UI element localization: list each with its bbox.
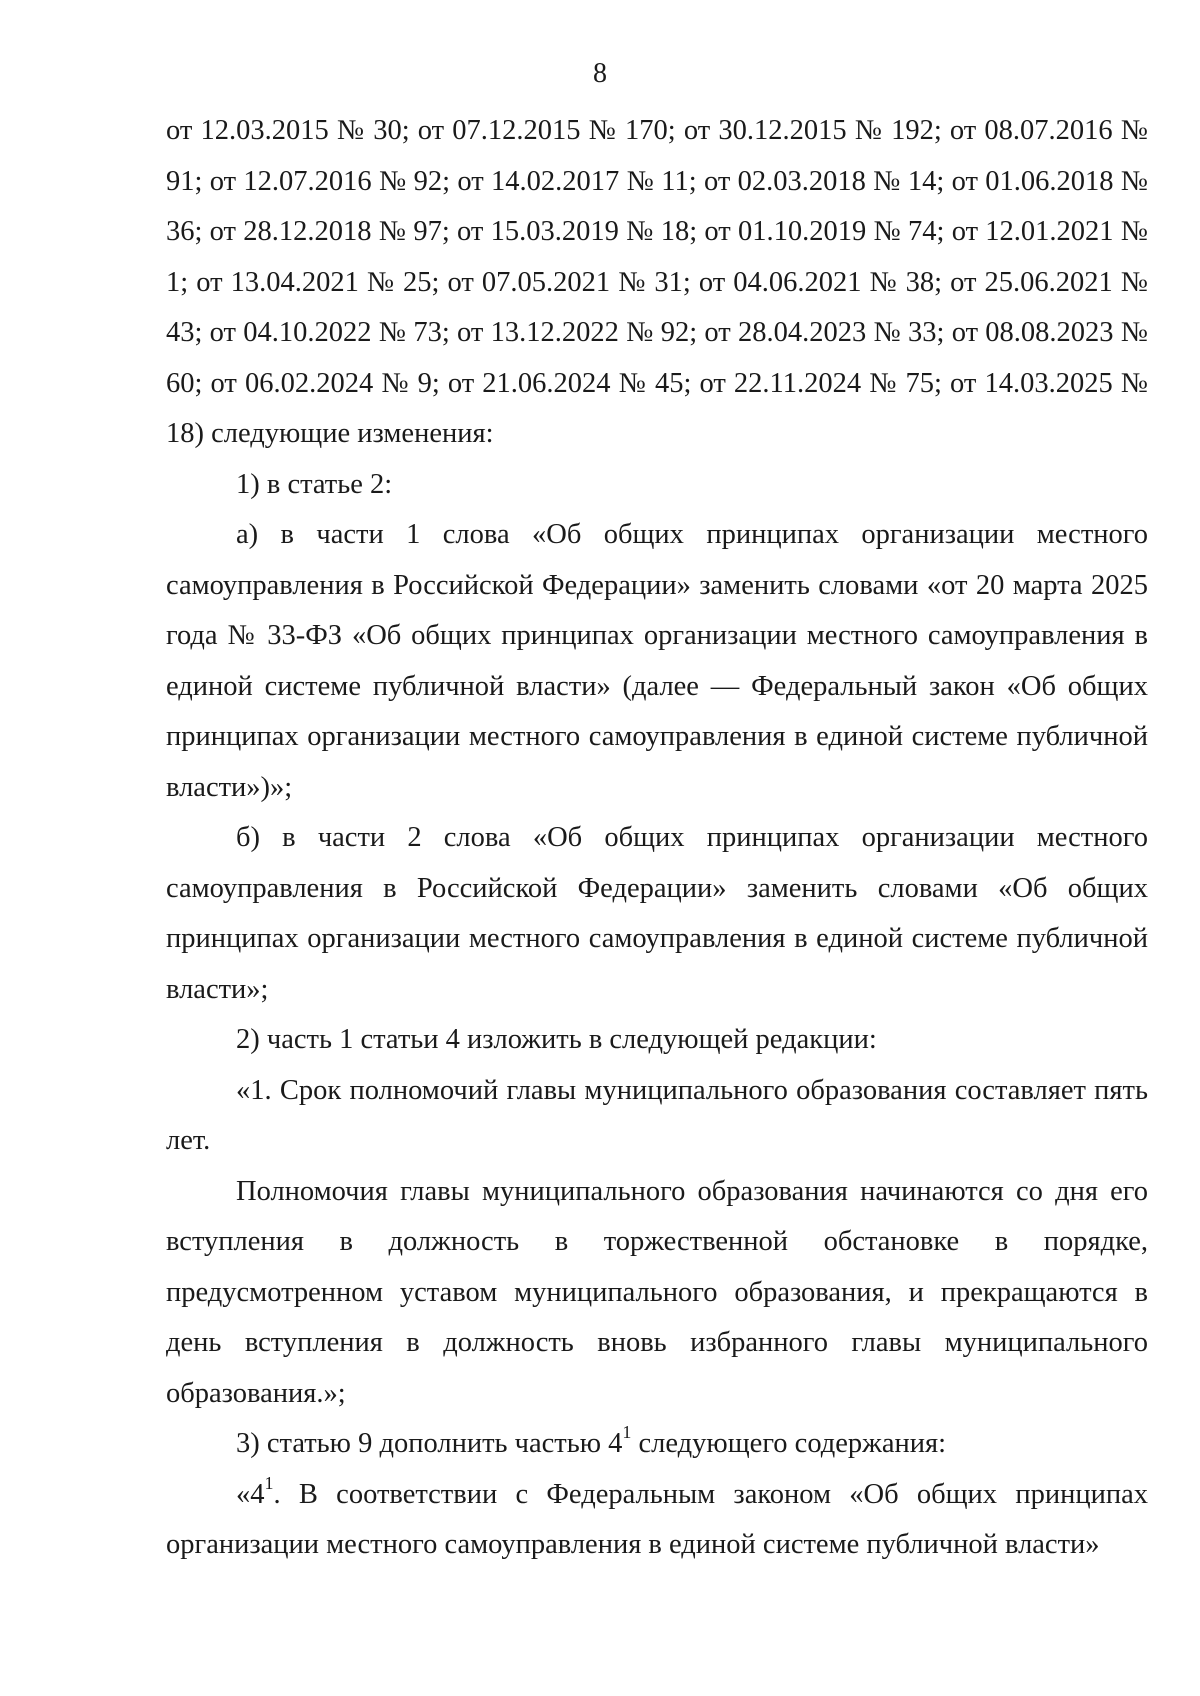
part-4-1-text-after: . В соответствии с Федеральным законом «Об общих принципах организации местного самоуправления в единой системе публичной власти»	[166, 1478, 1148, 1560]
item-1a-paragraph: а) в части 1 слова «Об общих принципах организации местного самоуправления в Российской Федерации» заменить словами «от 20 марта 2025 года № 33-ФЗ «Об общих принципах организации местного самоуправления в единой системе публичной власти» (далее — Федеральный закон «Об общих принципах организации местного самоуправления в единой системе публичной власти»)»;	[166, 519, 1148, 803]
part-4-1-superscript: 1	[264, 1472, 274, 1493]
item-1-paragraph: 1) в статье 2:	[236, 468, 393, 500]
part-4-1-text-before: «4	[236, 1478, 265, 1510]
page-number: 8	[593, 58, 607, 89]
part-4-1-paragraph	[166, 1470, 1148, 1571]
item-3-text-after: следующего содержания:	[631, 1428, 947, 1459]
powers-paragraph: Полномочия главы муниципального образования начинаются со дня его вступления в должность в торжественной обстановке в порядке, предусмотренном уставом муниципального образования, и прекращаются в день вступления в должность вновь избранного главы муниципального образования.»;	[166, 1175, 1148, 1409]
item-2-paragraph: 2) часть 1 статьи 4 изложить в следующей редакции:	[236, 1024, 877, 1055]
quoted-part-1-paragraph: «1. Срок полномочий главы муниципального образования составляет пять лет.	[166, 1074, 1148, 1156]
item-3-superscript: 1	[622, 1422, 632, 1442]
amendment-list-paragraph: от 12.03.2015 № 30; от 07.12.2015 № 170; от 30.12.2015 № 192; от 08.07.2016 № 91; от 12.07.2016 № 92; от 14.02.2017 № 11; от 02.03.2018 № 14; от 01.06.2018 № 36; от 28.12.2018 № 97; от 15.03.2019 № 18; от 01.10.2019 № 74; от 12.01.2021 № 1; от 13.04.2021 № 25; от 07.05.2021 № 31; от 04.06.2021 № 38; от 25.06.2021 № 43; от 04.10.2022 № 73; от 13.12.2022 № 92; от 28.04.2023 № 33; от 08.08.2023 № 60; от 06.02.2024 № 9; от 21.06.2024 № 45; от 22.11.2024 № 75; от 14.03.2025 № 18) следующие изменения:	[166, 115, 1148, 449]
item-3-text-before: 3) статью 9 дополнить частью 4	[236, 1428, 623, 1459]
item-3-paragraph	[166, 1419, 1148, 1470]
item-1b-paragraph: б) в части 2 слова «Об общих принципах организации местного самоуправления в Российской Федерации» заменить словами «Об общих принципах организации местного самоуправления в единой системе публичной власти»;	[166, 822, 1148, 1005]
document-body	[166, 106, 1148, 1571]
